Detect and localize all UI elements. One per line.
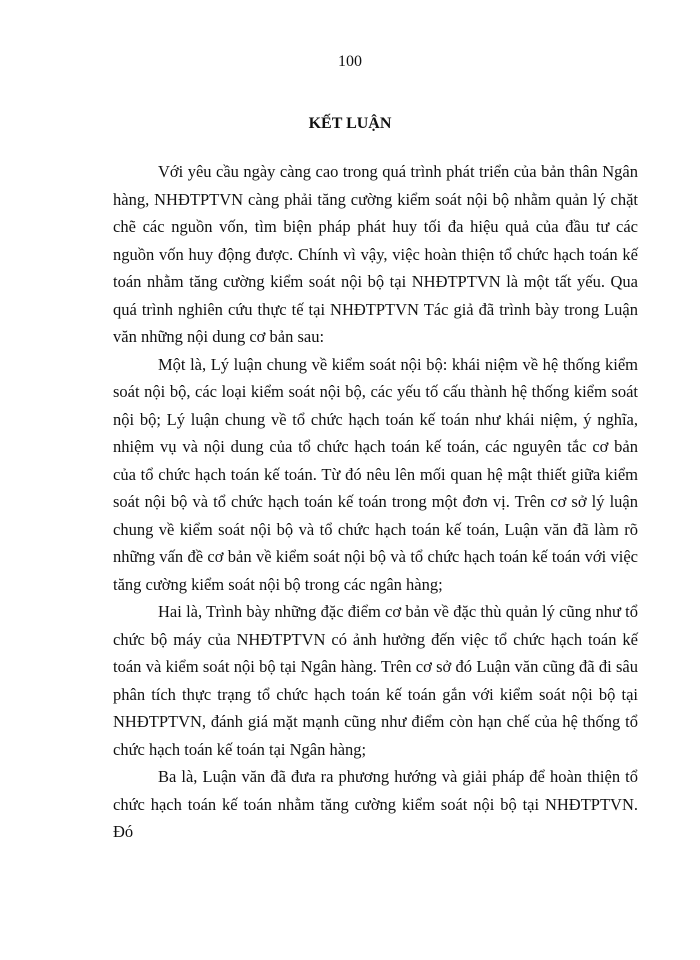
paragraph-first-point: Một là, Lý luận chung về kiểm soát nội bộ: khái niệm về hệ thống kiểm soát nội bộ, các loại kiểm soát nội bộ, các yếu tố cấu thành hệ thống kiểm soát nội bộ; Lý luận chung về tổ chức hạch toán kế toán như khái niệm, ý nghĩa, nhiệm vụ và nội dung của tổ chức hạch toán kế toán, các nguyên tắc cơ bản của tổ chức hạch toán kế toán. Từ đó nêu lên mối quan hệ mật thiết giữa kiểm soát nội bộ và tổ chức hạch toán kế toán trong một đơn vị. Trên cơ sở lý luận chung về kiểm soát nội bộ và tổ chức hạch toán kế toán, Luận văn đã làm rõ những vấn đề cơ bản về kiểm soát nội bộ và tổ chức hạch toán kế toán với việc tăng cường kiểm soát nội bộ trong các ngân hàng;: [113, 354, 638, 594]
paragraph-intro: Với yêu cầu ngày càng cao trong quá trình phát triển của bản thân Ngân hàng, NHĐTPTVN càng phải tăng cường kiểm soát nội bộ nhằm quản lý chặt chẽ các nguồn vốn, tìm biện pháp phát huy tối đa hiệu quả của đầu tư các nguồn vốn huy động được. Chính vì vậy, việc hoàn thiện tổ chức hạch toán kế toán nhằm tăng cường kiểm soát nội bộ tại NHĐTPTVN là một tất yếu. Qua quá trình nghiên cứu thực tế tại NHĐTPTVN Tác giả đã trình bày trong Luận văn những nội dung cơ bản sau:: [113, 162, 638, 346]
document-body: [113, 158, 638, 846]
paragraph-third-point: Ba là, Luận văn đã đưa ra phương hướng và giải pháp để hoàn thiện tổ chức hạch toán kế toán nhằm tăng cường kiểm soát nội bộ tại NHĐTPTVN. Đó: [113, 767, 638, 841]
page-number: 100: [338, 53, 362, 70]
paragraph-second-point: Hai là, Trình bày những đặc điểm cơ bản về đặc thù quản lý cũng như tổ chức bộ máy của NHĐTPTVN có ảnh hưởng đến việc tổ chức hạch toán kế toán và kiểm soát nội bộ tại Ngân hàng. Trên cơ sở đó Luận văn cũng đã đi sâu phân tích thực trạng tổ chức hạch toán kế toán gắn với kiểm soát nội bộ tại NHĐTPTVN, đánh giá mặt mạnh cũng như điểm còn hạn chế của hệ thống tổ chức hạch toán kế toán tại Ngân hàng;: [113, 602, 638, 759]
page-title: KẾT LUẬN: [308, 115, 392, 132]
